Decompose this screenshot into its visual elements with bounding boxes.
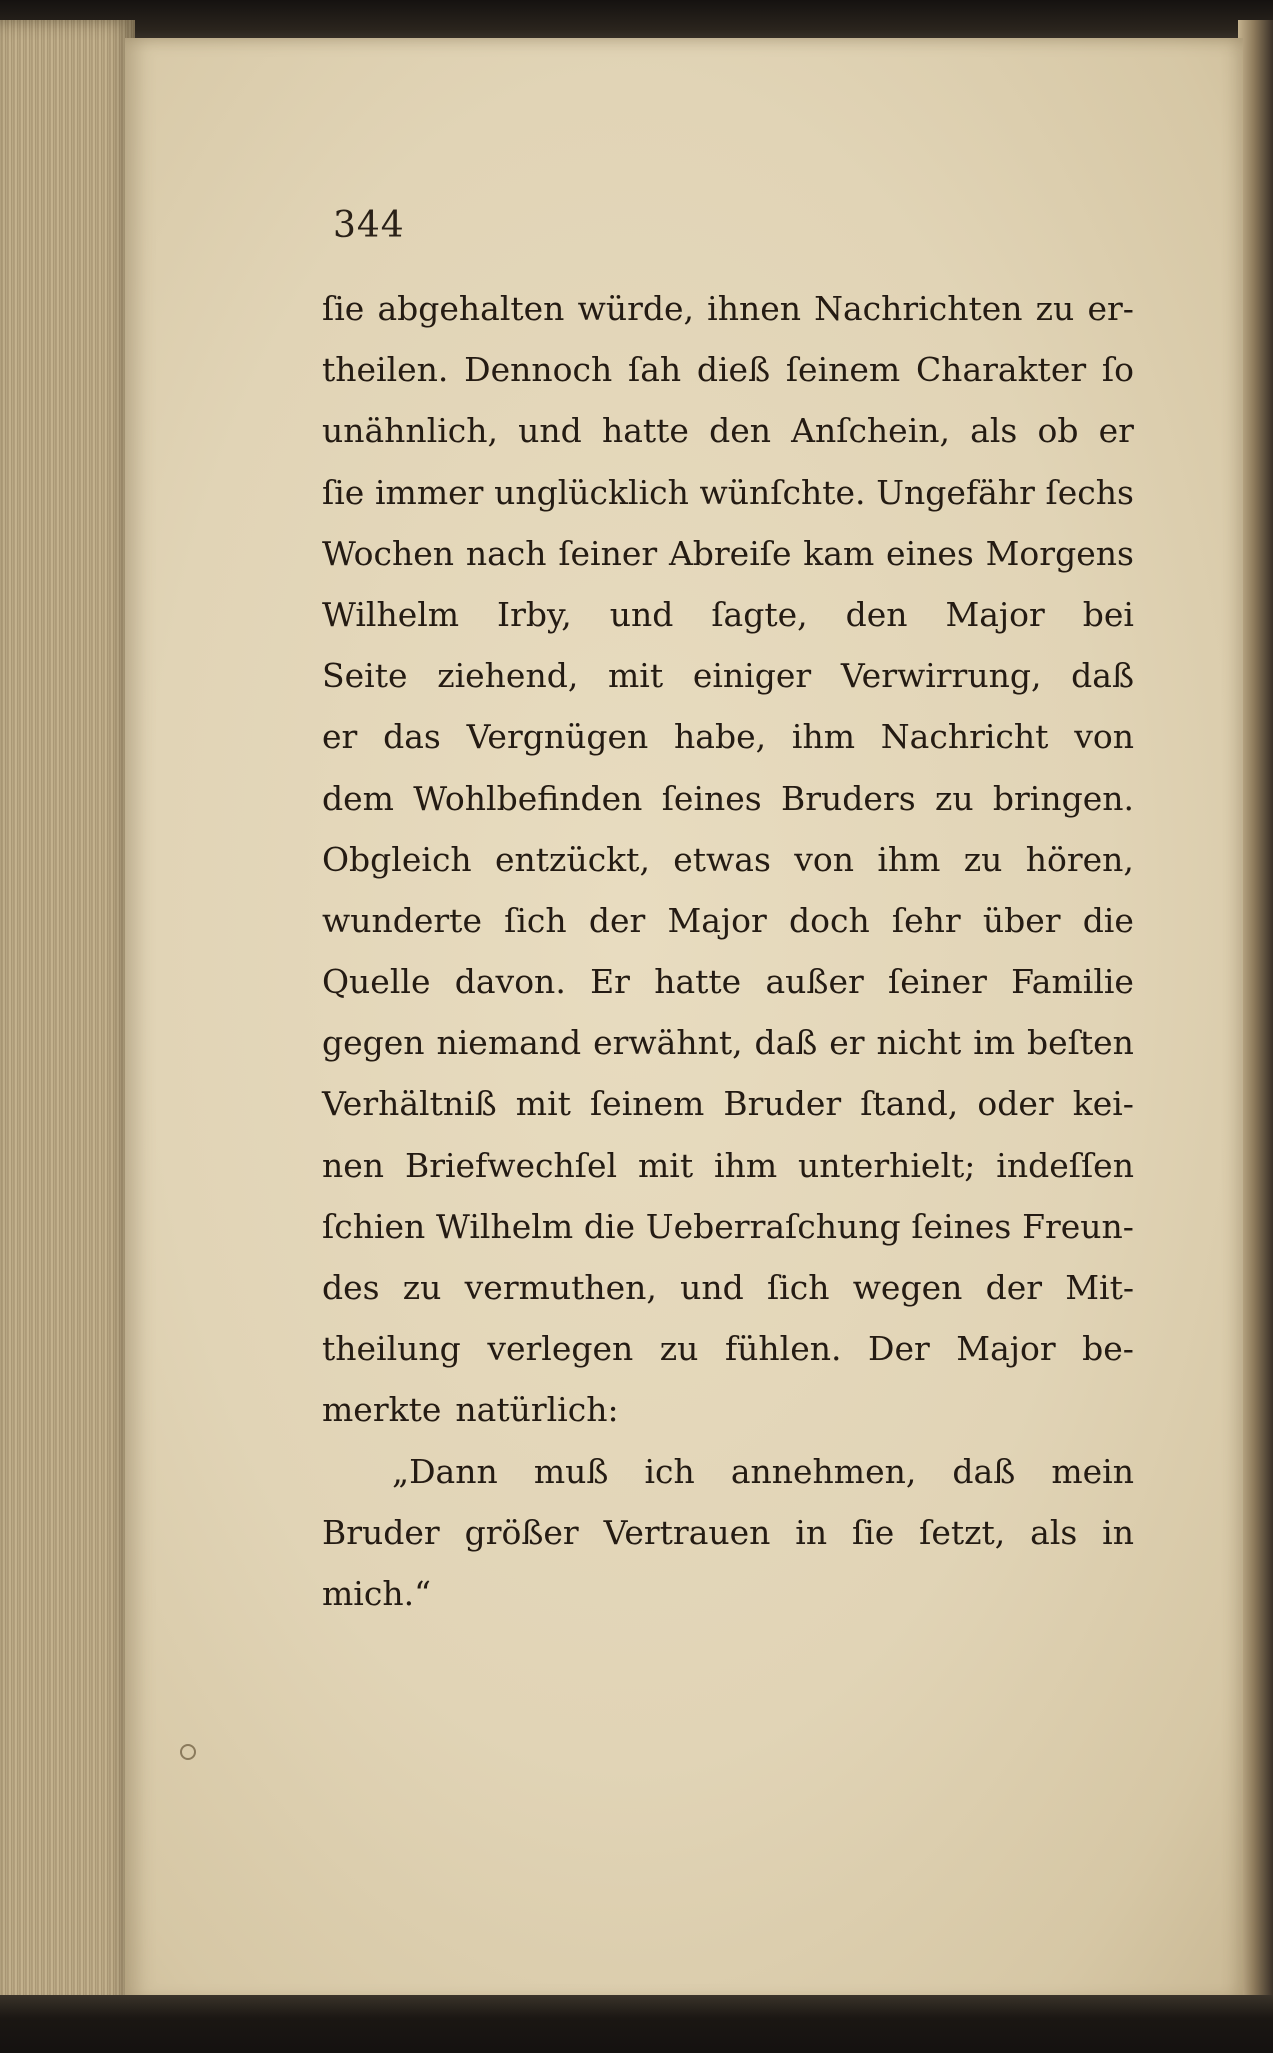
text-line (322, 462, 1134, 523)
word: als (1030, 1512, 1078, 1552)
word: ſeiner (558, 533, 658, 573)
book-top-edge (0, 0, 1273, 42)
word: daß (754, 1023, 818, 1063)
word: beſten (1027, 1023, 1134, 1063)
word: von (1074, 717, 1134, 757)
word: Abreiſe (668, 533, 792, 573)
text-line (322, 400, 1134, 461)
word: indeſſen (996, 1145, 1134, 1185)
word: unglücklich (494, 472, 689, 512)
word: Major (945, 594, 1045, 634)
word: unterhielt; (798, 1145, 976, 1185)
text-line (322, 523, 1134, 584)
word: Anſchein, (791, 411, 951, 451)
word: er- (1087, 289, 1134, 328)
word: ſah (627, 350, 682, 390)
word: den (845, 594, 908, 634)
word: und (680, 1268, 744, 1307)
word: Verhältniß (322, 1084, 497, 1124)
word: ſeinem (589, 1084, 705, 1124)
word: „Dann (392, 1451, 498, 1491)
word: über (982, 900, 1061, 940)
word: erwähnt, (593, 1023, 743, 1063)
word: mit (638, 1145, 694, 1185)
word: nen (322, 1145, 385, 1185)
word: Wochen (322, 533, 455, 573)
text-line (322, 1257, 1134, 1318)
word: er (829, 1023, 865, 1063)
word: ſeinem (785, 350, 901, 390)
word: ſie (322, 472, 365, 512)
text-line (322, 1379, 1134, 1440)
word: natürlich: (455, 1390, 619, 1430)
word: ſich (766, 1268, 830, 1307)
word: eines (886, 533, 974, 573)
word: ihm (791, 717, 856, 757)
word: Nachricht (880, 717, 1049, 757)
word: Mit- (1065, 1268, 1134, 1307)
text-line (322, 951, 1134, 1012)
word: vermuthen, (464, 1268, 657, 1307)
word: habe, (674, 717, 767, 757)
word: Familie (1011, 962, 1134, 1002)
word: und (609, 594, 674, 634)
word: der (588, 900, 646, 940)
word: etwas (673, 839, 771, 879)
page-text (322, 278, 1134, 1624)
text-line (322, 584, 1134, 645)
word: Vergnügen (466, 717, 649, 757)
word: in (795, 1512, 828, 1552)
word: außer (765, 962, 864, 1002)
word: den (709, 411, 771, 451)
word: würde, (577, 289, 694, 328)
word: ſeines (911, 1206, 1012, 1246)
word: von (794, 839, 855, 879)
word: hatte (601, 411, 689, 451)
text-line (322, 1196, 1134, 1257)
word: und (518, 411, 582, 451)
word: ſchien (322, 1206, 426, 1246)
word: wegen (852, 1268, 963, 1307)
word: kei- (1072, 1084, 1134, 1124)
word: hören, (1025, 839, 1134, 879)
word: mit (608, 656, 664, 696)
text-line (322, 278, 1134, 339)
word: Quelle (322, 962, 431, 1002)
word: Er (590, 962, 630, 1002)
text-line (322, 1502, 1134, 1563)
word: annehmen, (730, 1451, 917, 1491)
word: muß (533, 1451, 609, 1491)
word: im (973, 1023, 1016, 1063)
text-line (322, 829, 1134, 890)
word: be- (1082, 1329, 1134, 1369)
word: Wohlbefinden (413, 778, 643, 818)
word: Vertrauen (603, 1512, 771, 1552)
page-stack-edge (0, 20, 135, 2010)
word: ihm (877, 839, 941, 879)
word: ich (644, 1451, 695, 1491)
word: niemand (436, 1023, 582, 1063)
text-line (322, 1073, 1134, 1134)
word: mich.“ (322, 1573, 431, 1613)
word: davon. (454, 962, 566, 1002)
word: dieß (696, 350, 771, 390)
word: gegen (322, 1023, 425, 1063)
word: ihm (714, 1145, 778, 1185)
word: Briefwechſel (404, 1145, 618, 1185)
text-line (322, 339, 1134, 400)
word: er (1098, 411, 1134, 451)
word: Wilhelm (322, 594, 460, 634)
word: Dennoch (464, 350, 613, 390)
word: einiger (692, 656, 812, 696)
word: nach (465, 533, 547, 573)
word: mein (1051, 1451, 1134, 1491)
word: kam (803, 533, 875, 573)
text-line (322, 706, 1134, 767)
book-right-edge (1238, 20, 1273, 2010)
word: oder (977, 1084, 1054, 1124)
word: die (1082, 900, 1134, 940)
word: bringen. (992, 778, 1134, 818)
word: Wilhelm (436, 1206, 574, 1246)
word: die (583, 1206, 636, 1246)
word: zu (659, 1329, 699, 1369)
text-line (322, 1318, 1134, 1379)
word: ſeiner (888, 962, 987, 1002)
word: des (322, 1268, 380, 1307)
text-line (322, 890, 1134, 951)
word: Charakter (915, 350, 1087, 390)
text-line (322, 1441, 1134, 1502)
word: Ungefähr (876, 472, 1035, 512)
word: dem (322, 778, 394, 818)
word: in (1102, 1512, 1134, 1552)
word: zu (963, 839, 1003, 879)
word: das (383, 717, 441, 757)
word: ſeines (661, 778, 762, 818)
word: abgehalten (377, 289, 565, 328)
word: ſagte, (711, 594, 808, 634)
word: Der (868, 1329, 930, 1369)
word: Bruder (322, 1512, 440, 1552)
word: ziehend, (437, 656, 579, 696)
word: ſehr (891, 900, 961, 940)
word: ſtand, (860, 1084, 959, 1124)
word: wunderte (322, 900, 482, 940)
word: merkte (322, 1390, 442, 1430)
word: Bruder (723, 1084, 842, 1124)
word: er (322, 717, 358, 757)
word: ſetzt, (919, 1512, 1006, 1552)
text-line (322, 768, 1134, 829)
word: daß (1071, 656, 1134, 696)
word: doch (788, 900, 870, 940)
text-line (322, 645, 1134, 706)
word: immer (374, 472, 484, 512)
word: Bruders (781, 778, 916, 818)
word: zu (934, 778, 974, 818)
word: ſechs (1045, 472, 1134, 512)
word: ob (1037, 411, 1079, 451)
word: verlegen (487, 1329, 634, 1369)
word: bei (1082, 594, 1134, 634)
word: ſich (504, 900, 567, 940)
word: Morgens (985, 533, 1134, 573)
word: Verwirrung, (840, 656, 1042, 696)
word: ſie (851, 1512, 895, 1552)
word: Irby, (497, 594, 572, 634)
word: ſo (1101, 350, 1134, 390)
text-line (322, 1135, 1134, 1196)
word: fühlen. (724, 1329, 842, 1369)
word: theilen. (322, 350, 449, 390)
word: unähnlich, (322, 411, 499, 451)
word: wünſchte. (699, 472, 866, 512)
word: mit (515, 1084, 571, 1124)
word: daß (952, 1451, 1016, 1491)
word: ihnen (707, 289, 801, 328)
word: Major (667, 900, 767, 940)
word: hatte (654, 962, 742, 1002)
word: zu (1035, 289, 1075, 328)
word: nicht (876, 1023, 962, 1063)
word: zu (402, 1268, 442, 1307)
word: entzückt, (495, 839, 650, 879)
word: als (970, 411, 1018, 451)
word: Nachrichten (814, 289, 1023, 328)
word: Obgleich (322, 839, 472, 879)
word: der (985, 1268, 1043, 1307)
word: Seite (322, 656, 408, 696)
word: Major (956, 1329, 1056, 1369)
page-number: 344 (333, 205, 405, 246)
word: größer (464, 1512, 579, 1552)
word: theilung (322, 1329, 461, 1369)
word: Ueberraſchung (645, 1206, 901, 1246)
book-bottom-edge (0, 1995, 1273, 2053)
paper-blemish (180, 1744, 196, 1760)
word: ſie (322, 289, 365, 328)
text-line (322, 1012, 1134, 1073)
text-line (322, 1563, 1134, 1624)
word: Freun- (1022, 1206, 1134, 1246)
